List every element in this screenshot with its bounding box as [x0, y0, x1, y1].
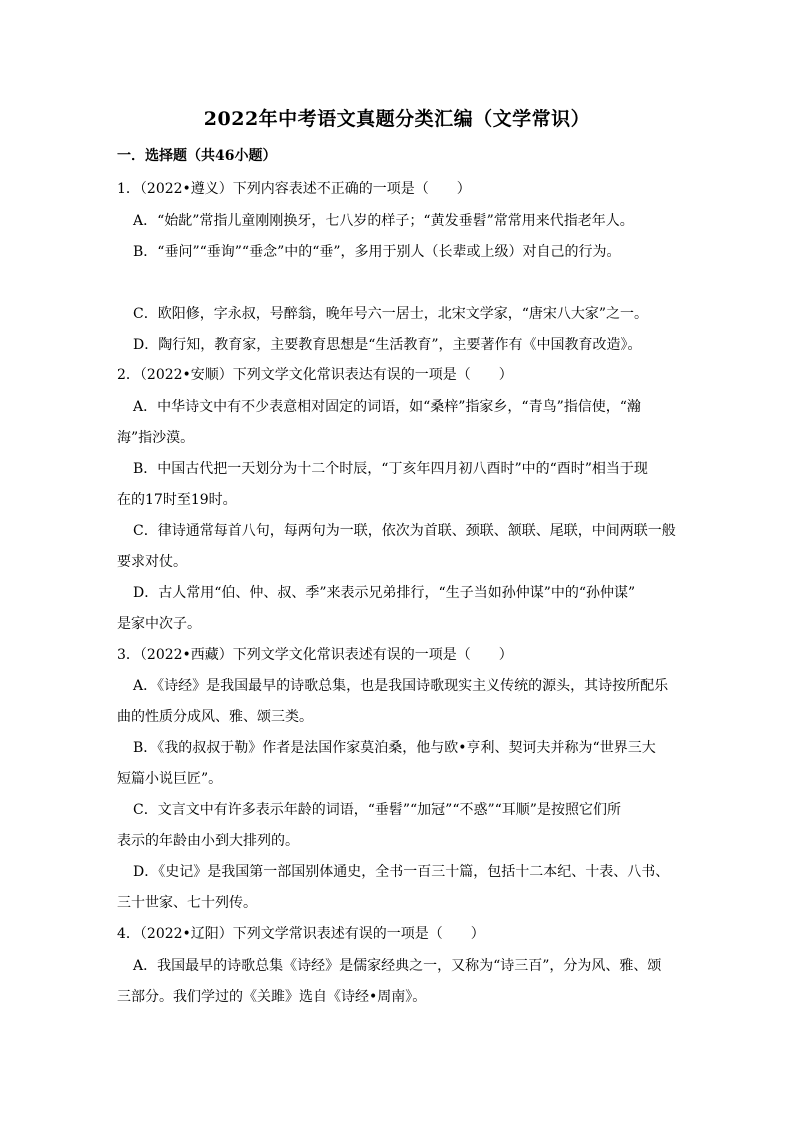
question-2-option-b-cont: 在的17时至19时。 [117, 492, 237, 508]
question-3-option-a: A．《诗经》是我国最早的诗歌总集，也是我国诗歌现实主义传统的源头，其诗按所配乐 [133, 678, 669, 694]
question-1-option-d: D．陶行知，教育家，主要教育思想是“生活教育”，主要著作有《中国教育改造》。 [133, 337, 642, 353]
question-3-option-a-cont: 曲的性质分成风、雅、颂三类。 [117, 709, 313, 725]
question-2-option-d-cont: 是家中次子。 [117, 616, 201, 632]
question-2-option-c: C．律诗通常每首八句，每两句为一联，依次为首联、颈联、颔联、尾联，中间两联一般 [133, 523, 676, 539]
question-3-option-d-cont: 三十世家、七十列传。 [117, 895, 257, 911]
question-3-option-c: C．文言文中有许多表示年龄的词语，“垂髫”“加冠”“不惑”“耳顺”是按照它们所 [133, 802, 621, 818]
question-4-stem: 4．（2022•辽阳）下列文学常识表述有误的一项是（ ） [117, 926, 485, 942]
question-2-option-d: D．古人常用“伯、仲、叔、季”来表示兄弟排行，“生子当如孙仲谋”中的“孙仲谋” [133, 585, 636, 601]
section-heading: 一．选择题（共46小题） [117, 148, 277, 164]
question-3-stem: 3．（2022•西藏）下列文学文化常识表述有误的一项是（ ） [117, 647, 513, 663]
question-2-option-c-cont: 要求对仗。 [117, 554, 187, 570]
question-2-option-b: B．中国古代把一天划分为十二个时辰，“丁亥年四月初八酉时”中的“酉时”相当于现 [133, 461, 648, 477]
question-3-option-d: D．《史记》是我国第一部国别体通史，全书一百三十篇，包括十二本纪、十表、八书、 [133, 864, 670, 880]
document-title: 2022年中考语文真题分类汇编（文学常识） [203, 108, 591, 130]
question-2-option-a: A．中华诗文中有不少表意相对固定的词语，如“桑梓”指家乡，“青鸟”指信使，“瀚 [133, 399, 641, 415]
question-1-stem: 1．（2022•遵义）下列内容表述不正确的一项是（ ） [117, 181, 471, 197]
question-2-stem: 2．（2022•安顺）下列文学文化常识表达有误的一项是（ ） [117, 367, 513, 383]
question-1-option-b: B．“垂问”“垂询”“垂念”中的“垂”，多用于别人（长辈或上级）对自己的行为。 [133, 244, 621, 260]
question-1-option-a: A．“始龀”常指儿童刚刚换牙，七八岁的样子；“黄发垂髫”常常用来代指老年人。 [133, 213, 634, 229]
question-1-option-c: C．欧阳修，字永叔，号醉翁，晚年号六一居士，北宋文学家，“唐宋八大家”之一。 [133, 306, 649, 322]
question-3-option-b: B．《我的叔叔于勒》作者是法国作家莫泊桑，他与欧•亨利、契诃夫并称为“世界三大 [133, 740, 656, 756]
question-4-option-a: A．我国最早的诗歌总集《诗经》是儒家经典之一，又称为“诗三百”，分为风、雅、颂 [133, 958, 662, 974]
question-4-option-a-cont: 三部分。我们学过的《关雎》选自《诗经•周南》。 [117, 989, 427, 1005]
question-2-option-a-cont: 海”指沙漠。 [117, 430, 195, 446]
question-3-option-b-cont: 短篇小说巨匠”。 [117, 771, 223, 787]
question-3-option-c-cont: 表示的年龄由小到大排列的。 [117, 833, 299, 849]
